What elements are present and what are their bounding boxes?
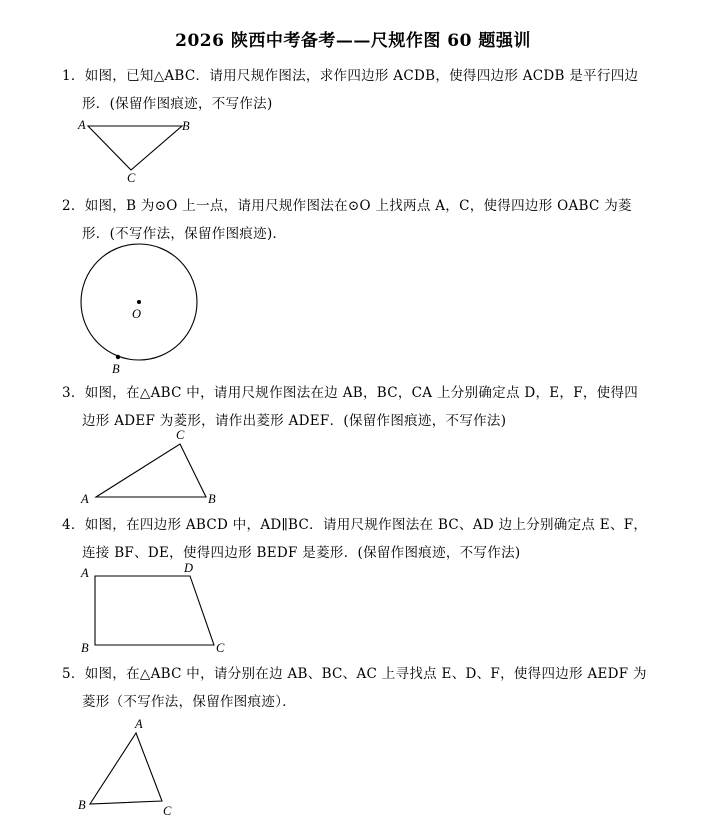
label-c: C [176, 428, 185, 442]
label-d: D [184, 561, 194, 575]
triangle-abc [88, 126, 182, 170]
problem-3-line-2: 边形 ADEF 为菱形，请作出菱形 ADEF．(保留作图痕迹，不写作法) [82, 413, 507, 429]
label-c: C [127, 171, 136, 185]
triangle-abc [90, 733, 162, 804]
problem-2-line-2: 形．(不写作法，保留作图痕迹)． [82, 226, 287, 242]
problem-2-line-1: 2．如图，B 为⊙O 上一点，请用尺规作图法在⊙O 上找两点 A，C，使得四边形 OABC 为菱 [62, 198, 632, 214]
problem-4-line-1: 4．如图，在四边形 ABCD 中，AD∥BC．请用尺规作图法在 BC、AD 边上分别确定点 E、F， [62, 517, 648, 533]
problem-4-quadrilateral-figure [76, 562, 236, 658]
point-b [116, 355, 120, 359]
problem-1-triangle-figure [76, 114, 196, 186]
label-a: A [81, 492, 89, 506]
label-o: O [132, 307, 142, 321]
problem-5-triangle-figure [76, 716, 186, 821]
label-b: B [182, 119, 190, 133]
problem-4-line-2: 连接 BF、DE，使得四边形 BEDF 是菱形．(保留作图痕迹，不写作法) [82, 545, 521, 561]
problem-5-line-1: 5．如图，在△ABC 中，请分别在边 AB、BC、AC 上寻找点 E、D、F，使得四边形 AEDF 为 [62, 666, 647, 682]
label-c: C [216, 641, 225, 655]
problem-2-circle-figure [74, 240, 204, 378]
label-b: B [81, 641, 89, 655]
label-a: A [81, 566, 89, 580]
problem-3-line-1: 3．如图，在△ABC 中，请用尺规作图法在边 AB，BC，CA 上分别确定点 D，E，F，使得四 [62, 385, 639, 401]
label-b: B [112, 362, 120, 376]
label-a: A [135, 717, 143, 731]
label-c: C [163, 804, 172, 818]
page-title: 2026 陕西中考备考——尺规作图 60 题强训 [175, 31, 531, 51]
problem-1-line-2: 形．(保留作图痕迹，不写作法) [82, 96, 273, 112]
problem-1-line-1: 1．如图，已知△ABC．请用尺规作图法，求作四边形 ACDB，使得四边形 ACDB 是平行四边 [62, 68, 639, 84]
problem-3-triangle-figure [76, 428, 226, 508]
label-a: A [78, 118, 86, 132]
label-b: B [208, 492, 216, 506]
label-b: B [78, 798, 86, 812]
quadrilateral-abcd [95, 576, 214, 645]
problem-5-line-2: 菱形（不写作法，保留作图痕迹）． [82, 694, 297, 710]
triangle-abc [96, 444, 206, 497]
point-o [137, 300, 141, 304]
